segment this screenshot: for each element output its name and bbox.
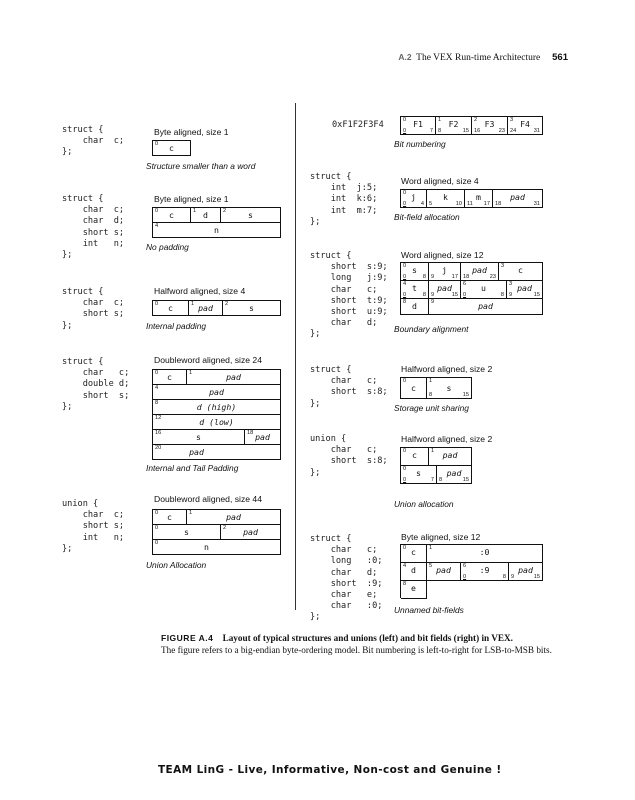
title-s3: Halfword aligned, size 4: [154, 286, 246, 296]
layout-s1: [152, 140, 191, 156]
cell: 1 d: [191, 208, 221, 222]
figure-title: Layout of typical structures and unions (left) and bit fields (right) in VEX.: [222, 633, 513, 643]
cell: 2 pad: [221, 525, 281, 539]
cell: pad 18 31: [493, 190, 543, 207]
cell: 4 pad: [153, 385, 281, 399]
figure-caption: [161, 632, 561, 656]
row: [153, 301, 281, 316]
footer-banner: TEAM LinG - Live, Informative, Non-cost and Genuine !: [158, 764, 502, 776]
section-title: The VEX Run-time Architecture: [416, 53, 541, 63]
title-s2: Byte aligned, size 1: [154, 194, 229, 204]
row: [153, 445, 281, 460]
cell: 4 d: [401, 563, 427, 580]
row: [401, 378, 472, 399]
row: [153, 223, 281, 238]
cell: 2 s: [223, 301, 281, 315]
cell: 0 c: [401, 448, 429, 465]
layout-b4: [400, 377, 472, 399]
cell: 8 d: [401, 299, 429, 314]
cell: 0 j 0 4: [401, 190, 427, 207]
caption-b4: Storage unit sharing: [394, 403, 469, 413]
cell: 4 t 0 8: [401, 281, 429, 298]
page-number: 561: [552, 52, 568, 63]
caption-b3: Boundary alignment: [394, 324, 469, 334]
code-s3: struct { char c; short s; };: [62, 287, 125, 331]
row: [153, 208, 281, 223]
row: [153, 525, 281, 540]
row: [153, 370, 281, 385]
cell: 8 d (high): [153, 400, 281, 414]
cell: 20 pad: [153, 445, 281, 459]
title-b4: Halfword aligned, size 2: [401, 364, 493, 374]
cell: 1 s 8 15: [427, 378, 472, 398]
cell: 0 c: [153, 370, 187, 384]
cell: 0 c: [401, 545, 427, 562]
code-s4: struct { char c; double d; short s; };: [62, 357, 130, 412]
section-number: A.2: [398, 52, 412, 62]
layout-s4: [152, 369, 281, 460]
cell: 1 F2 8 15: [436, 117, 472, 134]
caption-s4: Internal and Tail Padding: [146, 463, 239, 473]
cell: j 9 17: [429, 263, 461, 280]
cell: 0 c: [153, 208, 191, 222]
row: [153, 400, 281, 415]
cell: 1 :0: [427, 545, 543, 562]
row: [401, 581, 543, 598]
code-s2: struct { char c; char d; short s; int n; };: [62, 194, 125, 261]
cell: 3 pad 9 15: [507, 281, 543, 298]
cell: 0 c: [401, 378, 427, 398]
row: [401, 563, 543, 581]
title-b5: Halfword aligned, size 2: [401, 434, 493, 444]
row: [401, 448, 472, 466]
cell: 2 F3 16 23: [472, 117, 508, 134]
cell: 2 s: [221, 208, 281, 222]
layout-s5: [152, 509, 281, 555]
title-s4: Doubleword aligned, size 24: [154, 355, 262, 365]
cell: pad 18 23: [461, 263, 499, 280]
title-s1: Byte aligned, size 1: [154, 127, 229, 137]
cell: 4 n: [153, 223, 281, 237]
layout-b2: [400, 189, 543, 208]
row: [401, 190, 543, 208]
cell: 0 n: [153, 540, 281, 554]
row: [153, 430, 281, 445]
title-b6: Byte aligned, size 12: [401, 532, 481, 542]
cell: 6 :9 0 8: [461, 563, 509, 580]
row: [153, 415, 281, 430]
row: [401, 281, 543, 299]
row: [153, 141, 191, 156]
layout-b3: [400, 262, 543, 315]
row: [401, 466, 472, 484]
cell: 0 s 0 8: [401, 263, 429, 280]
cell: 1 pad: [187, 510, 281, 524]
row: [153, 540, 281, 555]
code-b2: struct { int j:5; int k:6; int m:7; };: [310, 172, 378, 227]
caption-s5: Union Allocation: [146, 560, 207, 570]
code-s1: struct { char c; };: [62, 125, 125, 158]
cell: 5 pad: [427, 563, 461, 580]
caption-s2: No padding: [146, 242, 189, 252]
cell: 0 c: [153, 301, 189, 315]
cell: 18 pad: [245, 430, 281, 444]
title-s5: Doubleword aligned, size 44: [154, 494, 262, 504]
caption-b6: Unnamed bit-fields: [394, 605, 464, 615]
cell: 9 pad: [429, 299, 543, 314]
layout-b1: [400, 116, 543, 135]
layout-b5: [400, 447, 472, 484]
cell: 1 pad: [189, 301, 223, 315]
cell: pad 8 15: [437, 466, 472, 483]
caption-b2: Bit-field allocation: [394, 212, 460, 222]
cell: m 11 17: [465, 190, 493, 207]
cell: 0 F1 0 7: [401, 117, 436, 134]
caption-s3: Internal padding: [146, 321, 207, 331]
title-b3: Word aligned, size 12: [401, 250, 484, 260]
cell: 16 s: [153, 430, 245, 444]
cell: 12 d (low): [153, 415, 281, 429]
caption-b5: Union allocation: [394, 499, 454, 509]
cell: pad 9 15: [509, 563, 543, 580]
cell: 1 pad: [187, 370, 281, 384]
cell: 6 u 0 8: [461, 281, 507, 298]
running-header: [0, 52, 568, 63]
cell: 0 c: [153, 141, 191, 155]
cell: k 5 10: [427, 190, 465, 207]
cell: 0 c: [153, 510, 187, 524]
code-b4: struct { char c; short s:8; };: [310, 365, 388, 409]
cell: pad 9 15: [429, 281, 461, 298]
row: [401, 299, 543, 315]
row: [153, 385, 281, 400]
layout-s2: [152, 207, 281, 238]
code-b3: struct { short s:9; long j:9; char c; short t:9; short u:9; char d; };: [310, 251, 388, 340]
cell: 0 s 0 7: [401, 466, 437, 483]
code-b1: 0xF1F2F3F4: [332, 120, 384, 130]
layout-s3: [152, 300, 281, 316]
row: [153, 510, 281, 525]
column-divider: [295, 103, 296, 610]
cell: 3 F4 24 31: [508, 117, 543, 134]
cell: 3 c: [499, 263, 543, 280]
caption-s1: Structure smaller than a word: [146, 161, 256, 171]
cell: 8 e: [401, 581, 427, 599]
figure-body: The figure refers to a big-endian byte-ordering model. Bit numbering is left-to-right for LSB-to-MSB bits.: [161, 645, 552, 655]
code-s5: union { char c; short s; int n; };: [62, 499, 125, 554]
layout-b6: [400, 544, 543, 598]
cell: 1 pad: [429, 448, 472, 465]
cell: 0 s: [153, 525, 221, 539]
row: [401, 263, 543, 281]
code-b6: struct { char c; long :0; char d; short :9; char e; char :0; };: [310, 534, 383, 623]
title-b2: Word aligned, size 4: [401, 176, 479, 186]
figure-label: FIGURE A.4: [161, 633, 214, 643]
row: [401, 117, 543, 135]
code-b5: union { char c; short s:8; };: [310, 434, 388, 478]
row: [401, 545, 543, 563]
caption-b1: Bit numbering: [394, 139, 446, 149]
